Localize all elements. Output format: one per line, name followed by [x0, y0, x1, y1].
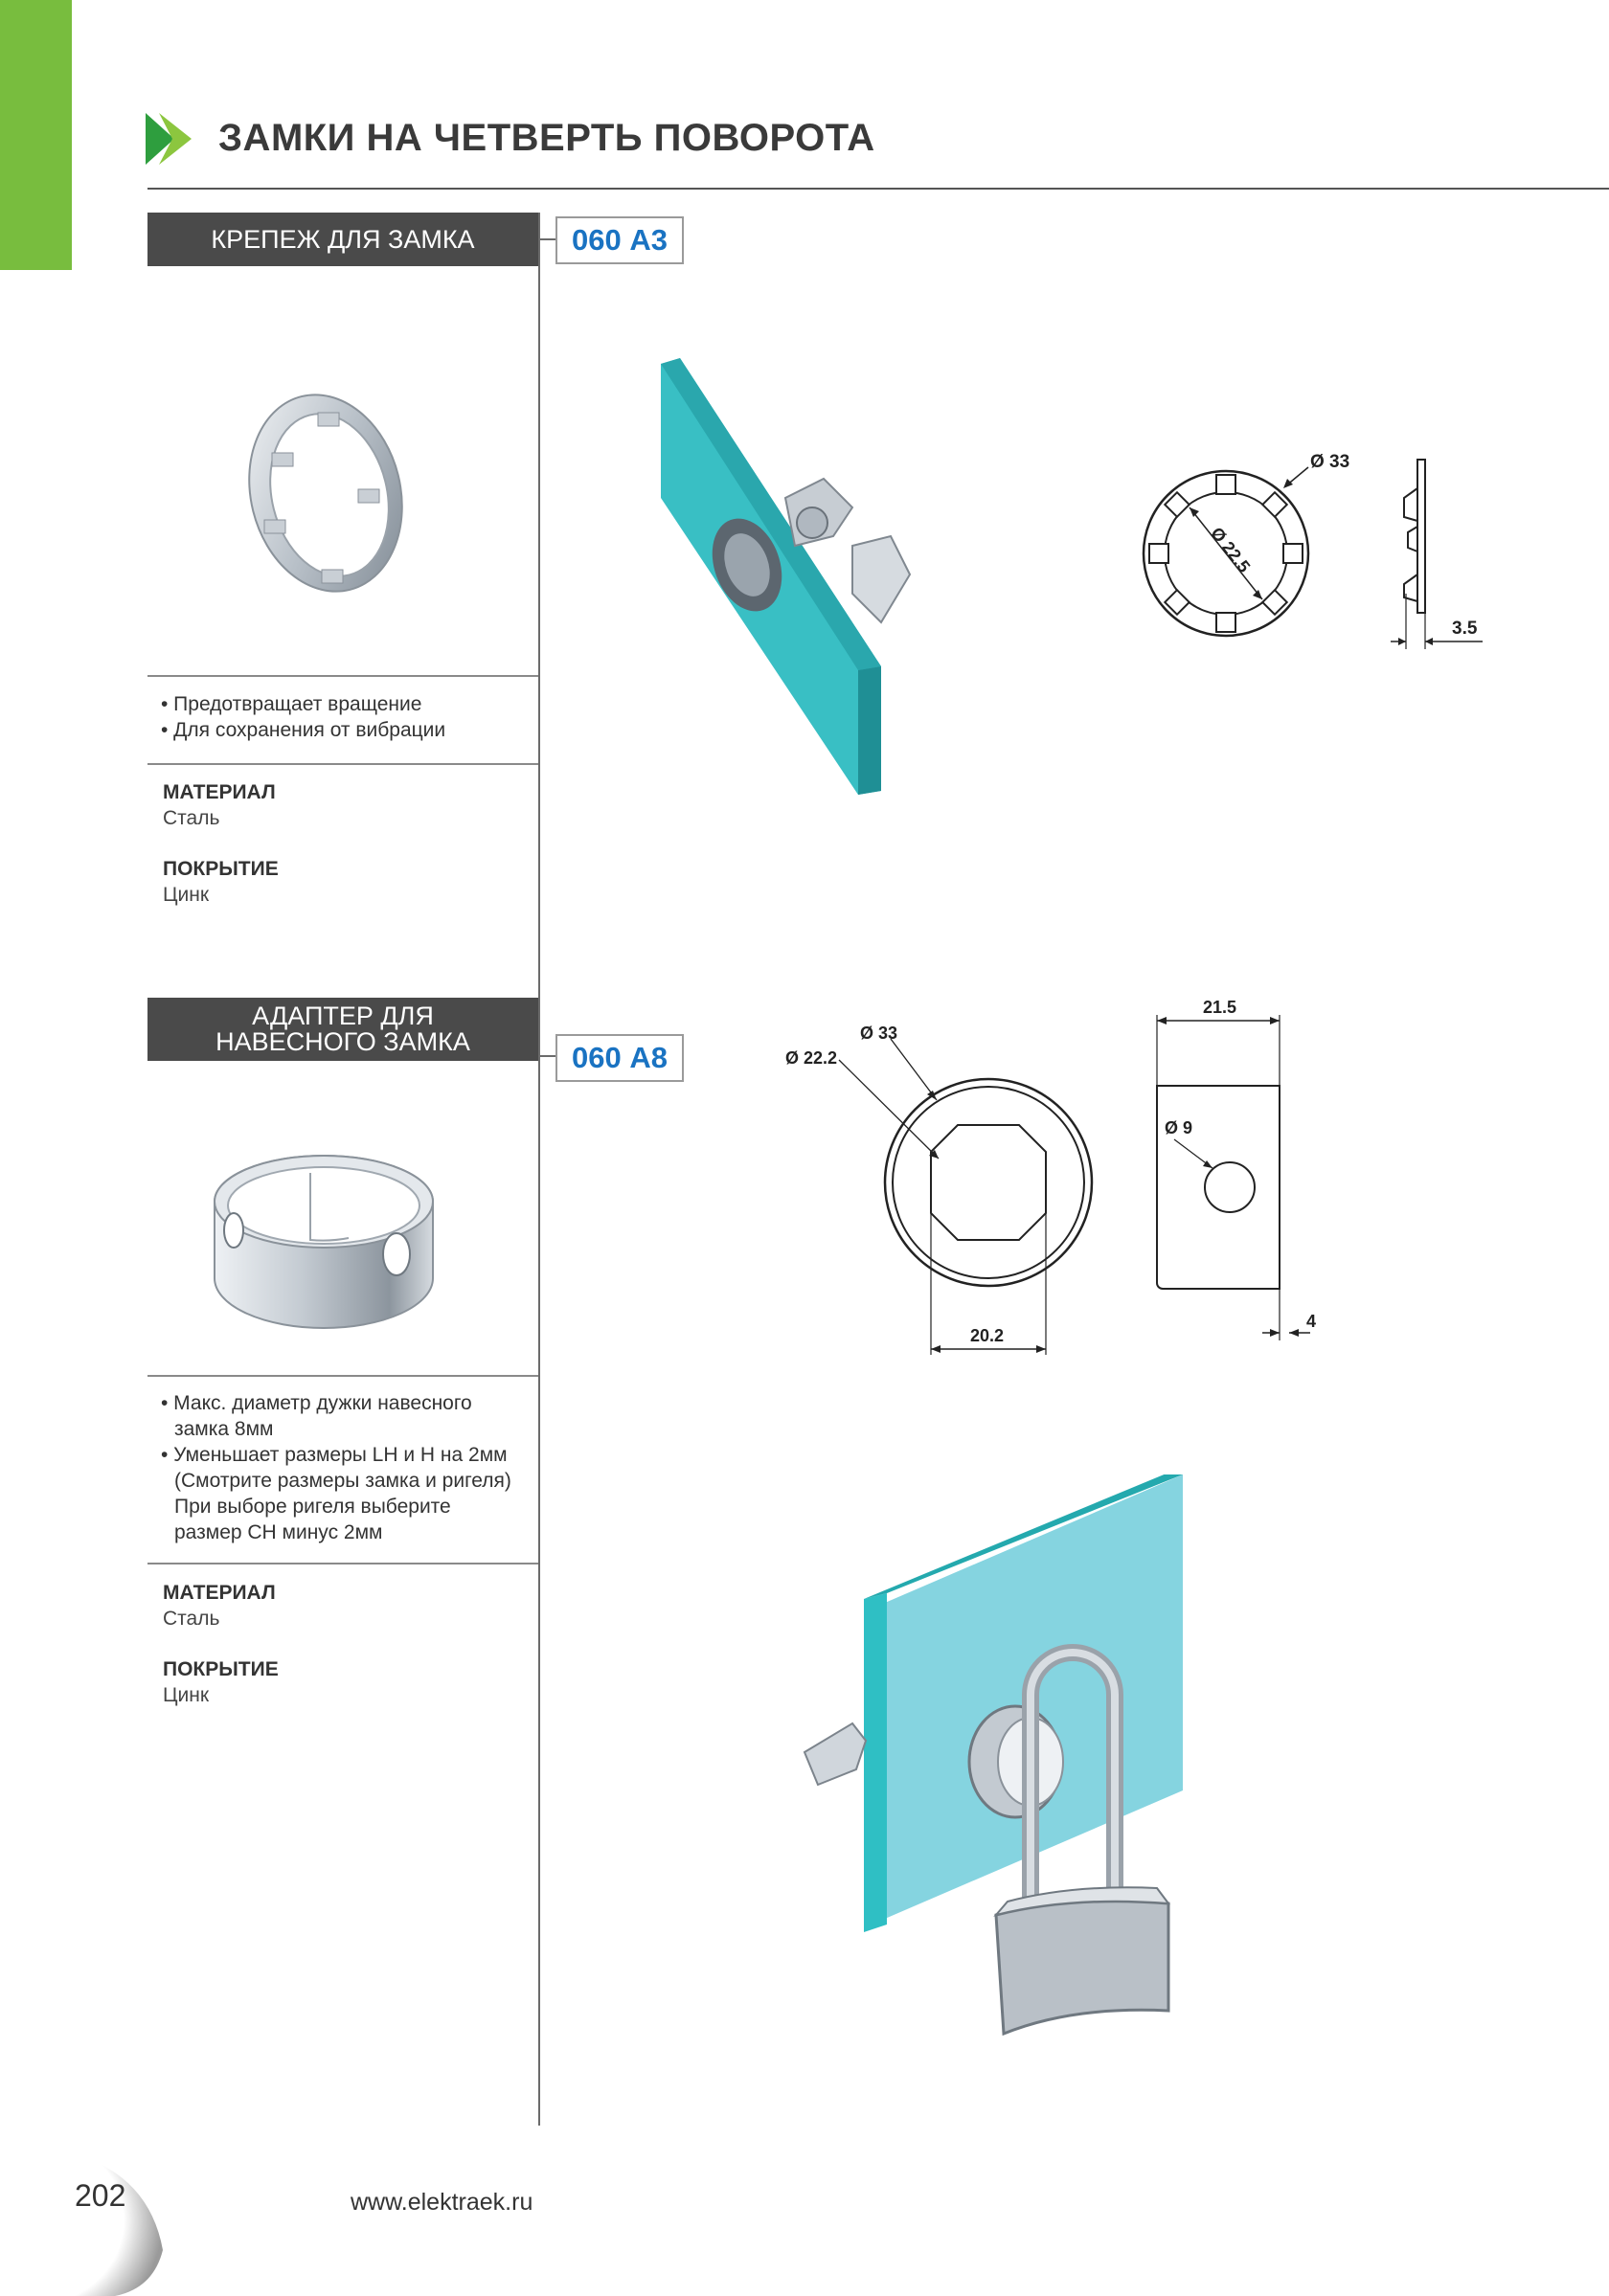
- green-side-tab: [0, 0, 72, 270]
- feature-item: • Уменьшает размеры LH и H на 2мм: [161, 1444, 508, 1466]
- section-header-label: НАВЕСНОГО ЗАМКА: [215, 1027, 470, 1056]
- inner-diameter-dim: Ø 22.5: [1207, 523, 1255, 576]
- section-header-fastener: [147, 213, 538, 266]
- section-header-label: КРЕПЕЖ ДЛЯ ЗАМКА: [211, 224, 475, 254]
- outer-diameter-dim: Ø 33: [860, 1024, 898, 1043]
- padlock-installation-illustration: [795, 1474, 1197, 2049]
- length-dim: 21.5: [1203, 998, 1237, 1017]
- section-divider: [147, 763, 538, 765]
- section-divider: [147, 675, 538, 677]
- feature-item: • Макс. диаметр дужки навесного: [161, 1392, 472, 1414]
- title-arrow-icon: [146, 113, 192, 165]
- adapter-front-drawing: [776, 1010, 1101, 1364]
- coating-value: Цинк: [163, 1684, 210, 1706]
- page-number: 202: [75, 2178, 126, 2213]
- page-title: ЗАМКИ НА ЧЕТВЕРТЬ ПОВОРОТА: [218, 117, 875, 159]
- fastener-washer-photo: [230, 378, 421, 608]
- material-value: Сталь: [163, 807, 220, 829]
- section-header-padlock-adapter: [147, 998, 538, 1061]
- feature-item: (Смотрите размеры замка и ригеля): [174, 1470, 511, 1492]
- width-dim: 20.2: [970, 1326, 1005, 1345]
- feature-item: • Для сохранения от вибрации: [161, 719, 446, 741]
- feature-list: [161, 691, 445, 743]
- fastener-side-drawing: [1379, 450, 1504, 661]
- website-link[interactable]: www.elektraek.ru: [351, 2189, 533, 2216]
- fastener-front-drawing: [1130, 440, 1360, 661]
- adapter-side-drawing: [1145, 986, 1327, 1350]
- column-divider: [538, 213, 540, 2126]
- feature-list: [161, 1390, 511, 1545]
- padlock-adapter-photo: [205, 1125, 444, 1364]
- feature-item: размер CH минус 2мм: [174, 1521, 383, 1543]
- feature-item: замка 8мм: [174, 1418, 274, 1440]
- hole-diameter-dim: Ø 9: [1165, 1118, 1193, 1137]
- thickness-dim: 3.5: [1452, 619, 1478, 639]
- section-header-label: АДАПТЕР ДЛЯ: [252, 1002, 434, 1030]
- product-code-badge: 060 А8: [555, 1034, 684, 1082]
- material-value: Сталь: [163, 1608, 220, 1630]
- outer-diameter-dim: Ø 33: [1310, 452, 1350, 472]
- title-divider: [147, 188, 1609, 190]
- code-connector: [540, 238, 555, 240]
- product-code-badge: 060 А3: [555, 216, 684, 264]
- section-divider: [147, 1375, 538, 1377]
- coating-label: ПОКРЫТИЕ: [163, 1658, 279, 1680]
- code-connector: [540, 1055, 555, 1057]
- feature-item: • Предотвращает вращение: [161, 693, 422, 715]
- section-divider: [147, 1563, 538, 1564]
- material-label: МАТЕРИАЛ: [163, 1582, 276, 1604]
- coating-label: ПОКРЫТИЕ: [163, 858, 279, 880]
- feature-item: При выборе ригеля выберите: [174, 1496, 451, 1518]
- fastener-installation-illustration: [651, 354, 977, 795]
- material-label: МАТЕРИАЛ: [163, 781, 276, 803]
- thickness-dim: 4: [1306, 1312, 1317, 1331]
- inner-diameter-dim: Ø 22.2: [785, 1048, 838, 1068]
- coating-value: Цинк: [163, 884, 210, 906]
